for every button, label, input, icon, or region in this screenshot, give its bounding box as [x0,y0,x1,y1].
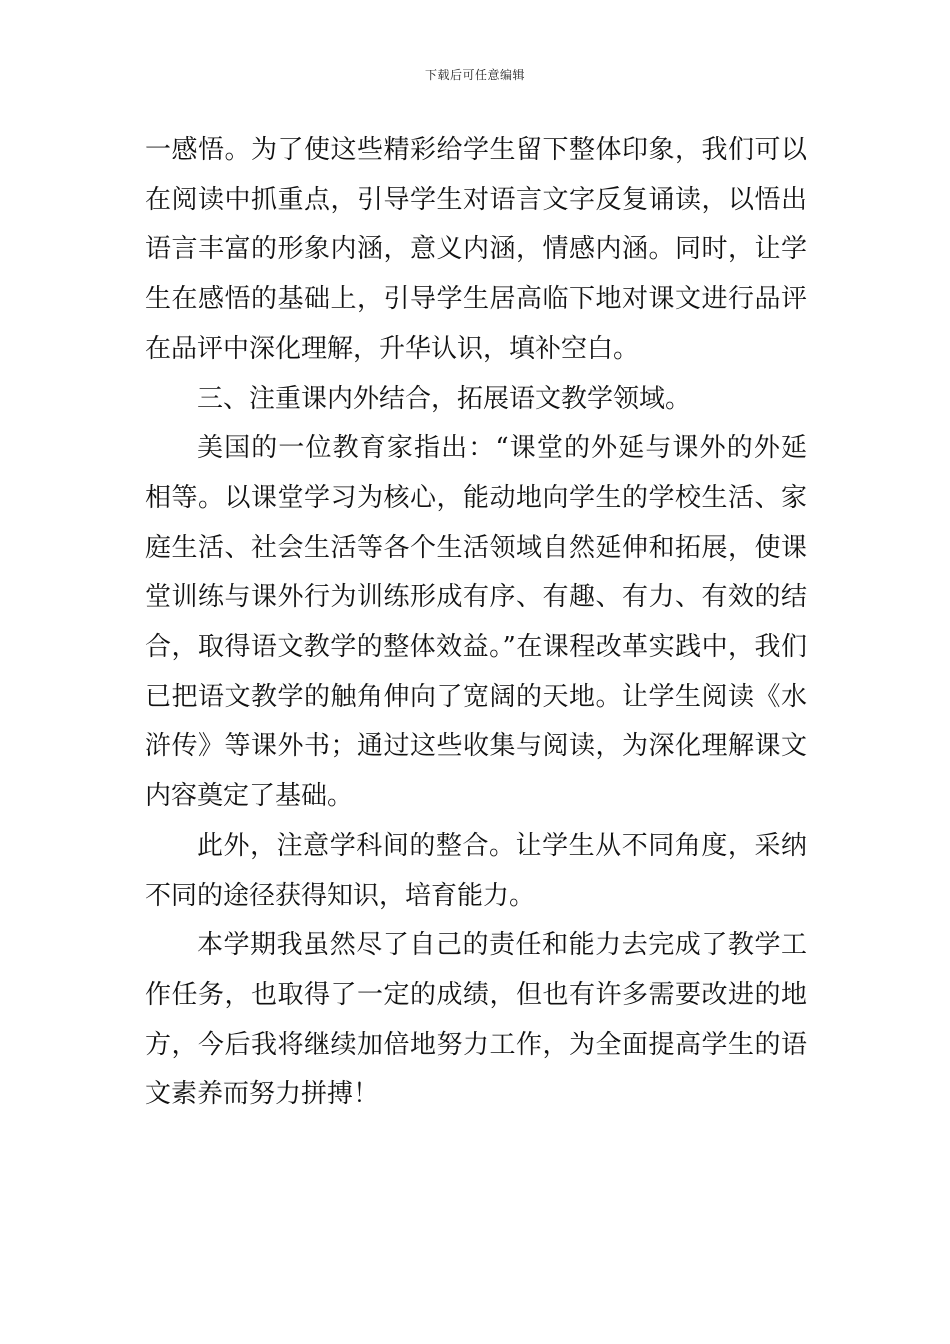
section-heading: 三、注重课内外结合，拓展语文教学领域。 [197,383,692,414]
document-body [145,126,807,1120]
paragraph-quote: 美国的一位教育家指出：“课堂的外延与课外的外延相等。以课堂学习为核心，能动地向学生的学校生活、家庭生活、社会生活等各个生活领域自然延伸和拓展，使课堂训练与课外行为训练形成有序、有趣、有力、有效的结合，取得语文教学的整体效益。”在课程改革实践中，我们已把语文教学的触角伸向了宽阔的天地。让学生阅读《水浒传》等课外书；通过这些收集与阅读，为深化理解课文内容奠定了基础。 [145,433,807,812]
page-header: 下载后可任意编辑 [424,68,525,82]
paragraph-integration: 此外，注意学科间的整合。让学生从不同角度，采纳不同的途径获得知识，培育能力。 [145,830,807,911]
paragraph-continuation: 一感悟。为了使这些精彩给学生留下整体印象，我们可以在阅读中抓重点，引导学生对语言文字反复诵读，以悟出语言丰富的形象内涵，意义内涵，情感内涵。同时，让学生在感悟的基础上，引导学生居高临下地对课文进行品评在品评中深化理解，升华认识，填补空白。 [145,135,807,364]
paragraph-conclusion: 本学期我虽然尽了自己的责任和能力去完成了教学工作任务，也取得了一定的成绩，但也有许多需要改进的地方，今后我将继续加倍地努力工作，为全面提高学生的语文素养而努力拼搏！ [145,930,807,1110]
